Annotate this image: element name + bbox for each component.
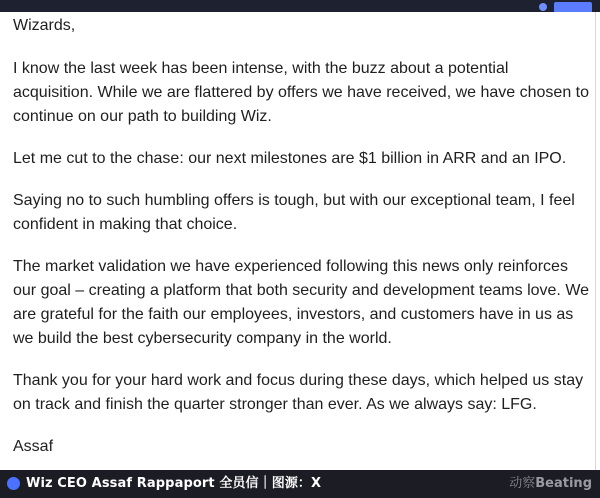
letter-paragraph-1: I know the last week has been intense, with the buzz about a potential acquisition. While we are flattered by offers we have received, we have chosen to continue on our path to building Wiz. [13,60,590,125]
caption-bar [0,470,600,498]
letter-paragraph-2: Let me cut to the chase: our next milestones are $1 billion in ARR and an IPO. [13,150,567,167]
caption-bullet-icon [7,477,20,490]
tab-indicator[interactable] [554,2,592,12]
status-dot-icon [539,3,547,11]
source-watermark [509,476,592,492]
top-toolbar-strip [0,0,600,12]
right-border-divider [595,12,596,470]
letter-signature: Assaf [13,438,54,455]
watermark-cjk: 动察 [509,476,536,491]
letter-greeting: Wizards, [13,17,76,34]
caption-text: Wiz CEO Assaf Rappaport 全员信｜图源：X [26,476,322,491]
letter-paragraph-5: Thank you for your hard work and focus during these days, which helped us stay on track and finish the quarter stronger than ever. As we always say: LFG. [13,372,584,413]
letter-paragraph-4: The market validation we have experienced following this news only reinforces our goal – creating a platform that both security and development teams love. We are grateful for the faith our employees, investors, and customers have in us as we build the best cybersecurity company in the world. [13,258,590,347]
letter-body [13,14,591,477]
watermark-latin: Beating [535,476,592,491]
letter-paragraph-3: Saying no to such humbling offers is tough, but with our exceptional team, I feel confident in making that choice. [13,192,575,233]
